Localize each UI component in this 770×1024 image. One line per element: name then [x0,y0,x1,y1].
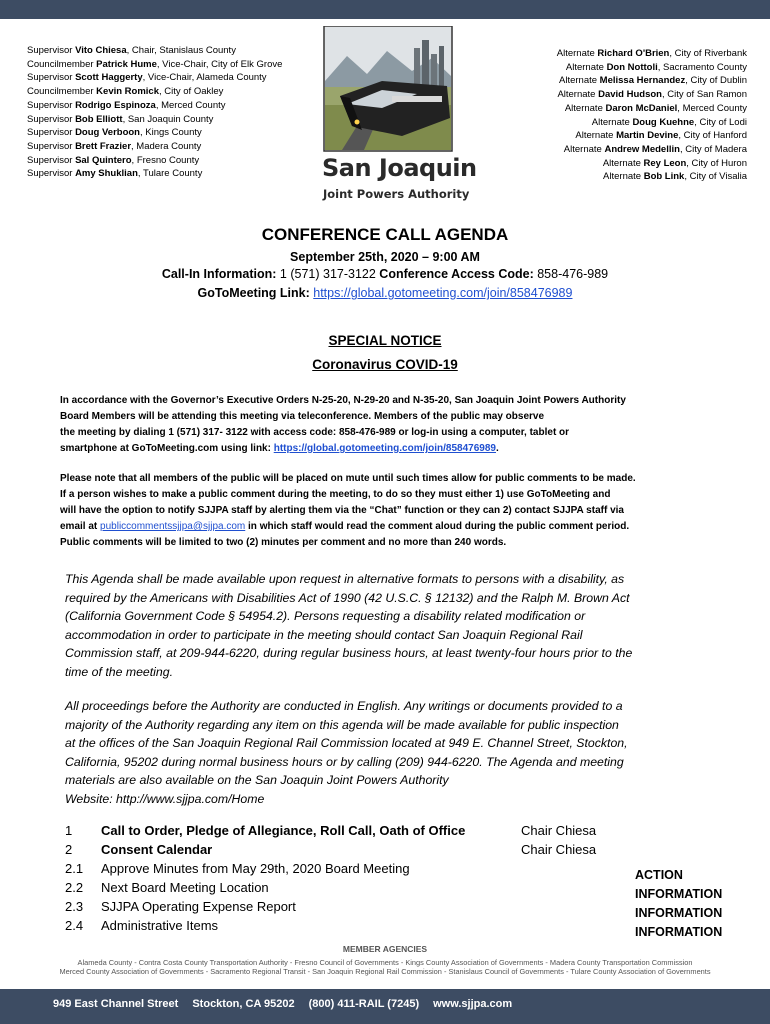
member-entry [27,85,282,99]
agenda-date: September 25th, 2020 – 9:00 AM [290,250,480,264]
agenda-item-presenter: Chair Chiesa [521,823,597,838]
member-detail: , City of San Ramon [661,89,747,101]
notice-paragraph-2 [60,471,720,551]
agenda-item-presenter: Chair Chiesa [521,842,597,857]
paragraph-line: time of the meeting. [65,664,173,679]
member-role: Supervisor [27,127,73,139]
member-detail: , Chair, Stanislaus County [126,45,236,56]
member-role: Supervisor [27,113,73,125]
paragraph-line: Please note that all members of the public will be placed on mute until such times allow for public comments to be made. [60,473,636,484]
member-role: Supervisor [27,140,73,152]
agenda-item-number: 2.3 [65,899,84,914]
proceedings-paragraph [65,697,725,809]
agenda-item [65,878,631,897]
special-notice-subtitle: Coronavirus COVID-19 [312,357,458,372]
member-name: Melissa Hernandez [599,75,686,87]
paragraph-line: Board Members will be attending this meeting via teleconference. Members of the public may observe [60,411,545,422]
agenda-item-title: Consent Calendar [101,842,213,857]
paragraph-line: accommodation in order to participate in the meeting should contact San Joaquin Regional Rail [65,627,583,642]
member-detail: , Vice-Chair, Alameda County [142,72,267,84]
member-role: Alternate [556,48,595,59]
top-bar [0,0,770,19]
agenda-item-presenter [521,878,631,897]
member-detail: , City of Riverbank [669,48,747,59]
member-role: Councilmember [27,58,94,70]
member-name: Bob Link [643,171,685,183]
paragraph-text: smartphone at GoToMeeting.com using link: [60,443,274,454]
agenda-item-presenter [521,916,631,935]
agenda-title: CONFERENCE CALL AGENDA [261,225,509,244]
member-role: Supervisor [27,45,73,56]
member-detail: , Madera County [131,140,202,152]
member-entry [557,143,747,157]
member-entry [27,154,282,168]
member-role: Alternate [591,116,630,128]
paragraph-line: at the offices of the San Joaquin Regional Rail Commission located at 949 E. Channel Street, Stockton, [65,736,628,751]
member-role: Councilmember [27,86,94,98]
member-detail: , Merced County [155,99,226,111]
member-detail: , City of Hanford [678,130,747,142]
footer-contact [53,998,526,1010]
member-name: Patrick Hume [96,58,157,70]
footer-phone: (800) 411-RAIL (7245) [308,998,420,1010]
member-role: Alternate [575,130,614,142]
member-entry [27,58,282,72]
member-name: Kevin Romick [96,86,159,98]
agenda-item-title: Call to Order, Pledge of Allegiance, Roll Call, Oath of Office [101,823,466,838]
member-agencies-line-1: Alameda County - Contra Costa County Transportation Authority - Fresno Council of Governments - Kings County Association of Governments - Madera County Transportation Commission [77,958,693,967]
paragraph-line: will have the option to notify SJJPA staff by alerting them via the “Chat” function or they can 2) contact SJJPA staff via [60,505,624,516]
members-right-list [557,47,747,184]
agenda-actions [635,866,722,942]
member-name: Vito Chiesa [75,45,127,56]
member-entry [27,113,282,127]
member-detail: , City of Visalia [684,171,747,183]
logo-subtitle: Joint Powers Authority [323,187,470,201]
paragraph-line [60,441,720,457]
member-entry [557,129,747,143]
call-in-label: Call-In Information: [161,267,277,281]
member-entry [557,61,747,75]
agenda-item-number: 2.4 [65,918,84,933]
agenda-item [65,821,631,840]
member-role: Alternate [564,102,603,114]
member-role: Alternate [603,171,642,183]
member-role: Alternate [557,89,596,101]
special-notice-title: SPECIAL NOTICE [328,333,442,348]
agenda-item-number: 2 [65,842,73,857]
paragraph-line: Commission staff, at 209-944-6220, during regular business hours, at least twenty-four hours prior to the [65,646,633,661]
gotomeeting-link[interactable]: https://global.gotomeeting.com/join/858476989 [313,286,573,300]
paragraph-text: in which staff would read the comment aloud during the public comment period. [245,521,630,532]
agenda-item [65,916,631,935]
call-in-info [0,267,770,281]
agenda-item-presenter [521,897,631,916]
member-name: Rey Leon [643,157,687,169]
member-name: Doug Kuehne [632,116,695,128]
paragraph-line: materials are also available on the San Joaquin Joint Powers Authority [65,773,449,788]
member-detail: , Tulare County [137,168,203,180]
footer-website[interactable]: www.sjjpa.com [433,998,513,1010]
member-entry [27,167,282,181]
member-name: Brett Frazier [75,140,132,152]
agenda-item-number: 2.2 [65,880,84,895]
member-detail: , Merced County [677,102,747,114]
member-detail: , City of Lodi [694,116,747,128]
paragraph-line: majority of the Authority regarding any item on this agenda will be made available for public inspection [65,717,619,732]
member-entry [557,170,747,184]
members-left-list [27,44,282,181]
agenda-action-label: INFORMATION [635,906,723,920]
member-detail: , Fresno County [131,154,200,166]
member-name: Scott Haggerty [75,72,143,84]
gotomeeting-label: GoToMeeting Link: [197,286,314,300]
member-name: Amy Shuklian [75,168,138,180]
member-name: Rodrigo Espinoza [75,99,156,111]
member-entry [557,102,747,116]
agenda-item [65,859,631,878]
member-entry [27,99,282,113]
paragraph-line: (California Government Code § 54954.2). Persons requesting a disability related modification or [65,609,586,624]
gotomeeting-info [0,286,770,300]
member-detail: , Kings County [139,127,202,139]
member-agencies-line-2: Merced County Association of Governments - Sacramento Regional Transit - San Joaquin Regional Rail Commission - Stanislaus Council of Governments - Tulare County Association of Governments [59,967,711,976]
member-detail: , Sacramento County [657,61,747,73]
member-detail: , City of Huron [686,157,747,169]
member-role: Supervisor [27,99,73,111]
access-code: 858-476-989 [533,267,609,281]
member-name: Don Nottoli [606,61,658,73]
agenda-action-label: INFORMATION [635,887,723,901]
public-comment-email-link[interactable]: publiccommentssjjpa@sjjpa.com [100,521,246,532]
agenda-action-label: ACTION [635,868,683,882]
call-in-number: 1 (571) 317-3122 [276,267,380,281]
member-name: David Hudson [598,89,662,101]
paragraph-line: required by the Americans with Disabilities Act of 1990 (42 U.S.C. § 12132) and the Ralph M. Brown Act [65,590,630,605]
member-entry [27,71,282,85]
member-detail: , San Joaquin County [122,113,214,125]
member-name: Bob Elliott [75,113,123,125]
member-role: Alternate [559,75,598,87]
paragraph-line: All proceedings before the Authority are conducted in English. Any writings or documents provided to a [65,699,623,713]
member-detail: , City of Madera [679,143,747,155]
member-name: Sal Quintero [75,154,132,166]
paragraph-line: California, 95202 during normal business hours or by calling (209) 944-6220. The Agenda and meeting [65,754,624,769]
member-entry [557,116,747,130]
paragraph-line: the meeting by dialing 1 (571) 317- 3122 with access code: 858-476-989 or log-in using a computer, tablet or [60,427,570,438]
member-agencies-title: MEMBER AGENCIES [342,944,428,954]
member-entry [27,126,282,140]
paragraph-text: . [495,443,499,454]
paragraph-line: In accordance with the Governor’s Executive Orders N-25-20, N-29-20 and N-35-20, San Joaquin Joint Powers Authority [60,395,626,406]
member-entry [557,157,747,171]
member-entry [27,140,282,154]
agenda-item-number: 1 [65,823,73,838]
notice-paragraph-1 [60,393,720,457]
agenda-item-title: Administrative Items [101,918,219,933]
member-detail: , City of Dublin [685,75,747,87]
member-entry [27,44,282,58]
member-detail: , Vice-Chair, City of Elk Grove [156,58,283,70]
member-role: Alternate [563,143,602,155]
agenda-action-label: INFORMATION [635,925,723,939]
agenda-item [65,897,631,916]
member-name: Martin Devine [616,130,679,142]
agenda-item-title: SJJPA Operating Expense Report [101,899,296,914]
member-role: Alternate [565,61,604,73]
member-name: Daron McDaniel [605,102,678,114]
agenda-item-title: Approve Minutes from May 29th, 2020 Board Meeting [101,861,410,876]
member-role: Supervisor [27,154,73,166]
member-role: Alternate [602,157,641,169]
footer-address: 949 East Channel Street [53,998,179,1010]
logo-title: San Joaquin [322,154,477,182]
paragraph-line: If a person wishes to make a public comment during the meeting, to do so they must either 1) use GoToMeeting and [60,489,611,500]
member-name: Andrew Medellin [604,143,680,155]
agenda-item [65,840,631,859]
member-entry [557,88,747,102]
agenda-item-presenter [521,859,631,878]
member-detail: , City of Oakley [159,86,224,98]
agenda-item-title: Next Board Meeting Location [101,880,269,895]
agenda-item-number: 2.1 [65,861,84,876]
member-name: Doug Verboon [75,127,140,139]
member-name: Richard O'Brien [597,48,670,59]
gotomeeting-link-2[interactable]: https://global.gotomeeting.com/join/858476989 [273,443,496,454]
member-role: Supervisor [27,168,73,180]
agenda-items [65,821,631,935]
member-entry [557,47,747,61]
paragraph-line: This Agenda shall be made available upon request in alternative formats to persons with a disability, as [65,572,625,586]
access-code-label: Conference Access Code: [379,267,534,281]
member-entry [557,74,747,88]
member-role: Supervisor [27,72,73,84]
paragraph-line: Public comments will be limited to two (2) minutes per comment and no more than 240 words. [60,537,507,548]
paragraph-line: Website: http://www.sjjpa.com/Home [65,791,265,806]
paragraph-line [60,519,720,535]
accessibility-paragraph [65,570,725,682]
footer-city: Stockton, CA 95202 [192,998,295,1010]
paragraph-text: email at [60,521,101,532]
